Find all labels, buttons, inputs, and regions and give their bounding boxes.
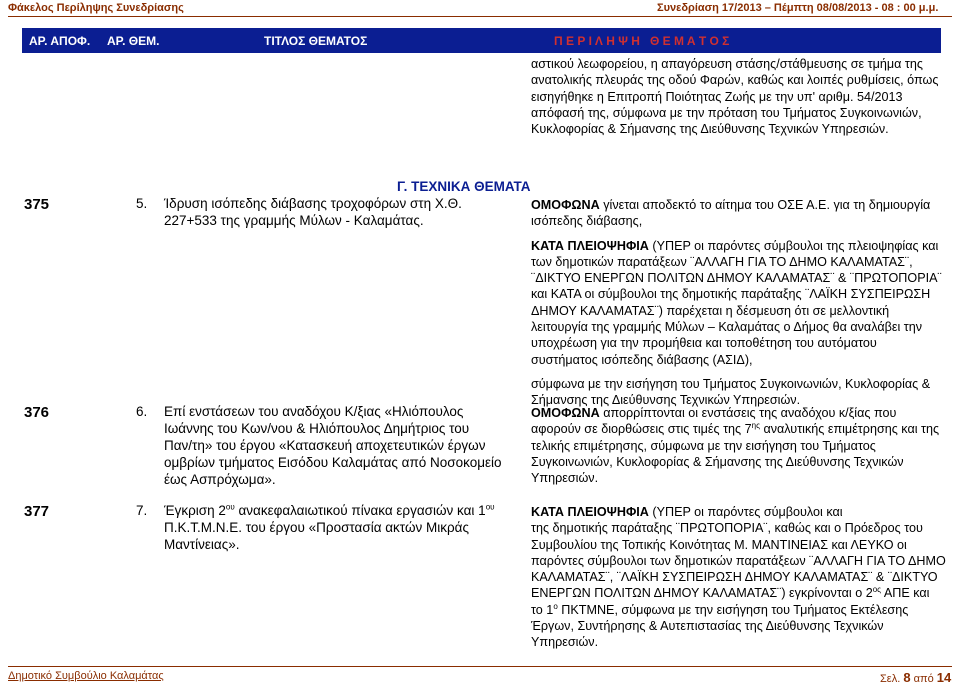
vote-result: ΚΑΤΑ ΠΛΕΙΟΨΗΦΙΑ [531,505,649,519]
summary-text: ΕΝΕΡΓΩΝ ΠΟΛΙΤΩΝ ΔΗΜΟΥ ΚΑΛΑΜΑΤΑΣ¨) εγκρίνονται ο 2 [531,586,873,601]
topic-title [164,195,462,229]
summary-text: υποχρέωση για την προμήθεια και τοποθέτηση του αυτόματου [531,336,877,351]
continuation-line: απόφασή της, σύμφωνα με την πρόταση του Τμήματος Συγκοινωνιών, [531,105,922,120]
summary-text: και ΚΑΤΑ οι σύμβουλοι της δημοτικής παράταξης ¨ΛΑΪΚΗ ΣΥΣΠΕΙΡΩΣΗ [531,287,931,302]
ordinal-suffix: ο [553,601,558,611]
topic-title-line: Μαντίνειας». [164,537,240,552]
document-folder-title: Φάκελος Περίληψης Συνεδρίασης [8,2,184,14]
summary-text: ΚΑΛΑΜΑΤΑΣ¨, ¨ΛΑΪΚΗ ΣΥΣΠΕΙΡΩΣΗ ΔΗΜΟΥ ΚΑΛΑΜΑΤΑΣ¨ & ¨ΔΙΚΤΥΟ [531,570,938,585]
section-title: Γ. ΤΕΧΝΙΚΑ ΘΕΜΑΤΑ [397,179,531,194]
summary-text: γίνεται αποδεκτό το αίτημα του ΟΣΕ Α.Ε. για τη δημιουργία [599,198,931,212]
summary-text: των δημοτικών παρατάξεων ¨ΑΛΛΑΓΗ ΓΙΑ ΤΟ ΔΗΜΟ ΚΑΛΑΜΑΤΑΣ¨, [531,254,913,269]
summary-text: Υπηρεσιών. [531,471,599,486]
summary-text: αναλυτικής επιμέτρησης και της [759,422,940,437]
topic-title-line: Επί ενστάσεων του αναδόχου Κ/ξιας «Ηλιόπουλος [164,404,464,419]
column-header-topic-title: ΤΙΤΛΟΣ ΘΕΜΑΤΟΣ [264,34,368,48]
topic-title-line: έως Ασπρόχωμα». [164,472,276,487]
summary-text: Συμβουλίου της Τοπικής Κοινότητας Μ. ΜΑΝΤΙΝΕΙΑΣ και ΛΕΥΚΟ οι [531,537,907,552]
page-number [880,670,951,685]
ordinal-suffix: ου [485,502,495,512]
summary-text: συστήματος ισόπεδης διάβασης (ΑΣΙΔ), [531,352,753,367]
topic-summary [531,504,946,651]
continuation-paragraph [531,56,941,137]
topic-summary [531,405,941,486]
summary-text: Σήμανσης της Διεύθυνσης Τεχνικών Υπηρεσιών. [531,393,801,408]
decision-number: 375 [24,196,50,213]
vote-result: ΚΑΤΑ ΠΛΕΙΟΨΗΦΙΑ [531,238,649,253]
footer-divider [8,666,952,667]
decision-number: 377 [24,503,50,520]
topic-title [164,502,495,553]
total-pages: 14 [936,670,952,685]
decision-number: 376 [24,404,50,421]
page-label: Σελ. [880,673,901,685]
ordinal-suffix: ου [225,502,235,512]
vote-result: ΟΜΟΦΩΝΑ [531,406,600,420]
column-header-topic-no: ΑΡ. ΘΕΜ. [107,34,160,48]
summary-text: Συγκοινωνιών, Κυκλοφορίας & Σήμανσης της Διεύθυνσης Τεχνικών [531,454,904,469]
continuation-line: ανατολικής πλευράς της οδού Φαρών, καθώς και λοιπές ρυθμίσεις, όπως [531,73,939,88]
topic-number: 6. [136,404,148,419]
continuation-line: εισηγήθηκε η Επιτροπή Ποιότητας Ζωής με την υπ' αριθμ. 54/2013 [531,89,903,104]
topic-title-line: ανακεφαλαιωτικού πίνακα εργασιών και 1 [234,503,486,518]
summary-text: σύμφωνα με την εισήγηση του Τμήματος Συγκοινωνιών, Κυκλοφορίας & [531,376,931,391]
summary-text: (ΥΠΕΡ οι παρόντες σύμβουλοι της πλειοψηφίας και [648,238,939,253]
table-header-bar [22,28,941,53]
ordinal-suffix: ης [751,421,760,431]
summary-text: παρόντες σύμβουλοι των δημοτικών παρατάξεων ¨ΑΛΛΑΓΗ ΓΙΑ ΤΟ ΔΗΜΟ [531,553,946,568]
topic-title-line: Παν/τη» του έργου «Κατασκευή αποχετευτικών έργων [164,438,486,453]
summary-text: Υπηρεσιών. [531,635,599,650]
current-page: 8 [903,670,911,685]
topic-title-line: 227+533 της γραμμής Μύλων - Καλαμάτας. [164,213,424,228]
summary-text: το 1 [531,602,554,617]
vote-result: ΟΜΟΦΩΝΑ [531,198,600,212]
continuation-line: αστικού λεωφορείου, η απαγόρευση στάσης/στάθμευσης σε τμήμα της [531,57,923,71]
summary-text: ΑΠΕ και [881,586,930,601]
topic-title-line: Ίδρυση ισόπεδης διάβασης τροχοφόρων στη Χ.Θ. [164,196,462,211]
footer-council-name: Δημοτικό Συμβούλιο Καλαμάτας [8,670,164,682]
ordinal-suffix: ος [872,585,882,595]
summary-text: Έργων, Συντήρησης & Αυτεπιστασίας της Διεύθυνσης Τεχνικών [531,619,884,634]
topic-title-line: Ιωάννης του Κων/νου & Ηλιόπουλος Δημήτριος του [164,421,470,436]
topic-summary [531,197,941,409]
summary-text: λειτουργία της γραμμής Μύλων – Καλαμάτας ο Δήμος θα αναλάβει την [531,320,923,335]
summary-text: ισόπεδης διάβασης, [531,214,643,229]
topic-title-line: ομβρίων τμήματος Εισόδου Καλαμάτας από Νοσοκομείο [164,455,502,470]
column-header-summary: Π Ε Ρ Ι Λ Η Ψ Η Θ Ε Μ Α Τ Ο Σ [554,34,730,48]
topic-title [164,403,502,488]
topic-title-line: Π.Κ.Τ.Μ.Ν.Ε. του έργου «Προστασία ακτών Μικράς [164,520,469,535]
summary-text: (ΥΠΕΡ οι παρόντες σύμβουλοι και [648,505,843,519]
header-divider [8,16,952,17]
column-header-decision-no: ΑΡ. ΑΠΟΦ. [29,34,91,48]
summary-text: ΔΗΜΟΥ ΚΑΛΑΜΑΤΑΣ¨) παρέχεται η δέσμευση ότι σε μελλοντική [531,303,890,318]
topic-number: 5. [136,196,148,211]
summary-text: αφορούν σε διορθώσεις στις τιμές της 7 [531,422,752,437]
session-info: Συνεδρίαση 17/2013 – Πέμπτη 08/08/2013 - 08 : 00 μ.μ. [657,2,939,14]
topic-number: 7. [136,503,148,518]
summary-text: τελικής επιμέτρησης, σύμφωνα με την εισήγηση του Τμήματος [531,438,876,453]
summary-text: της δημοτικής παράταξης ¨ΠΡΩΤΟΠΟΡΙΑ¨, καθώς και ο Πρόεδρος του [531,521,923,536]
continuation-line: Κυκλοφορίας & Σήμανσης της Διεύθυνσης Τεχνικών Υπηρεσιών. [531,122,889,137]
summary-text: ¨ΔΙΚΤΥΟ ΕΝΕΡΓΩΝ ΠΟΛΙΤΩΝ ΔΗΜΟΥ ΚΑΛΑΜΑΤΑΣ¨ & ¨ΠΡΩΤΟΠΟΡΙΑ¨ [531,271,942,286]
summary-text: ΠΚΤΜΝΕ, σύμφωνα με την εισήγηση του Τμήματος Εκτέλεσης [557,602,909,617]
summary-text: απορρίπτονται οι ενστάσεις της αναδόχου κ/ξίας που [599,406,897,420]
topic-title-line: Έγκριση 2 [164,503,226,518]
of-label: από [913,673,934,685]
